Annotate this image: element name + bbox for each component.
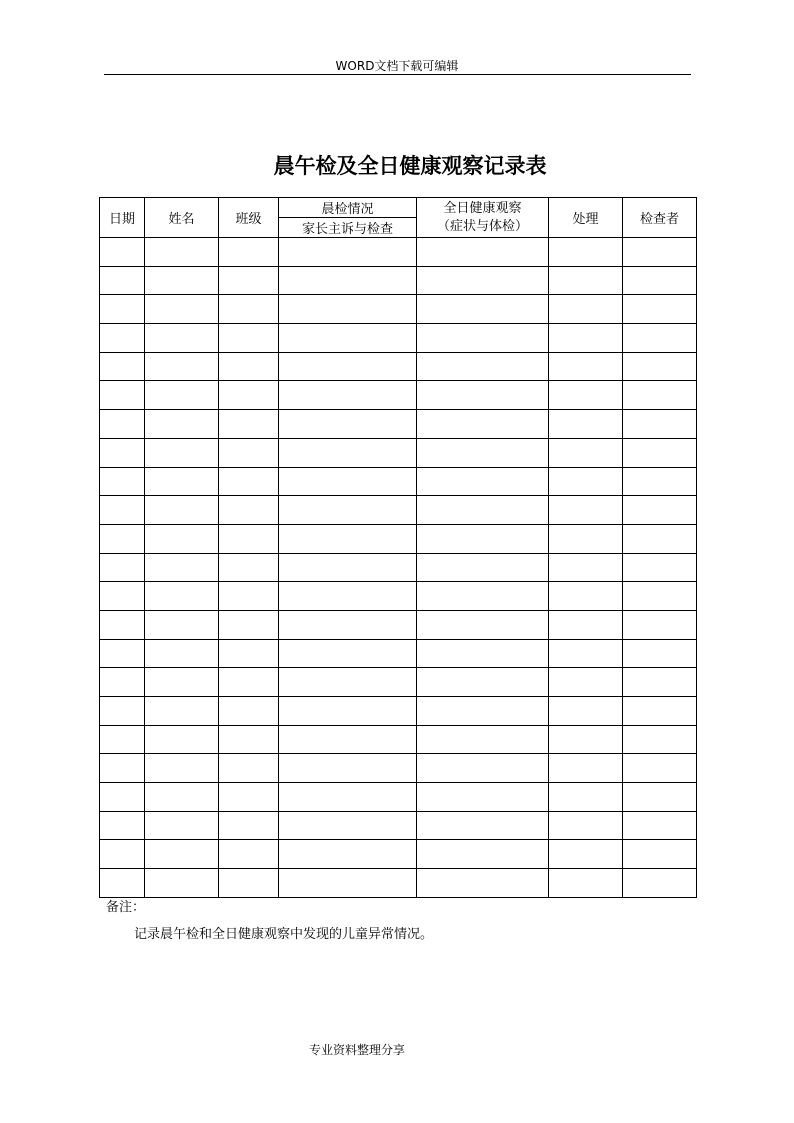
table-cell[interactable] [623,524,697,553]
table-cell[interactable] [549,410,623,439]
header-divider [104,74,691,75]
table-cell[interactable] [219,238,279,267]
table-cell[interactable] [549,783,623,812]
table-cell[interactable] [279,840,417,869]
table-cell[interactable] [623,496,697,525]
table-cell[interactable] [100,352,145,381]
table-cell[interactable] [279,352,417,381]
table-cell[interactable] [100,639,145,668]
table-row [100,668,697,697]
table-row [100,840,697,869]
table-cell[interactable] [145,783,219,812]
table-row [100,783,697,812]
table-cell[interactable] [279,783,417,812]
table-cell[interactable] [417,610,549,639]
table-cell[interactable] [623,610,697,639]
table-cell[interactable] [279,668,417,697]
table-row [100,324,697,353]
column-header-handling: 处理 [549,198,623,238]
table-cell[interactable] [219,840,279,869]
table-cell[interactable] [549,266,623,295]
table-cell[interactable] [279,238,417,267]
table-cell[interactable] [417,869,549,898]
table-cell[interactable] [417,754,549,783]
table-body [100,238,697,898]
table-cell[interactable] [219,438,279,467]
table-cell[interactable] [145,553,219,582]
table-cell[interactable] [100,324,145,353]
table-cell[interactable] [219,668,279,697]
table-cell[interactable] [100,381,145,410]
table-cell[interactable] [145,438,219,467]
table-row [100,438,697,467]
table-cell[interactable] [100,754,145,783]
table-cell[interactable] [145,697,219,726]
table-cell[interactable] [145,639,219,668]
table-cell[interactable] [219,610,279,639]
table-cell[interactable] [417,238,549,267]
table-row [100,496,697,525]
table-cell[interactable] [623,668,697,697]
table-row [100,467,697,496]
table-cell[interactable] [100,524,145,553]
column-header-name: 姓名 [145,198,219,238]
table-cell[interactable] [623,438,697,467]
table-cell[interactable] [417,295,549,324]
table-cell[interactable] [417,467,549,496]
table-cell[interactable] [417,324,549,353]
table-cell[interactable] [100,467,145,496]
table-row [100,610,697,639]
table-cell[interactable] [100,840,145,869]
table-cell[interactable] [145,840,219,869]
table-cell[interactable] [417,553,549,582]
table-cell[interactable] [623,697,697,726]
table-cell[interactable] [279,639,417,668]
table-cell[interactable] [417,840,549,869]
table-cell[interactable] [417,496,549,525]
table-cell[interactable] [279,582,417,611]
table-cell[interactable] [100,697,145,726]
observation-subtitle: （症状与体检） [436,218,528,234]
table-cell[interactable] [145,668,219,697]
column-header-morning-check: 晨检情况 [279,198,417,218]
table-cell[interactable] [549,697,623,726]
table-cell[interactable] [145,496,219,525]
table-cell[interactable] [549,754,623,783]
table-cell[interactable] [145,324,219,353]
table-cell[interactable] [145,582,219,611]
table-cell[interactable] [279,725,417,754]
table-cell[interactable] [279,496,417,525]
table-cell[interactable] [279,524,417,553]
table-row [100,553,697,582]
observation-title: 全日健康观察 [443,200,522,216]
table-row [100,725,697,754]
table-cell[interactable] [279,869,417,898]
table-cell[interactable] [623,467,697,496]
table-cell[interactable] [549,438,623,467]
table-cell[interactable] [417,783,549,812]
table-cell[interactable] [100,238,145,267]
table-row [100,238,697,267]
table-cell[interactable] [417,438,549,467]
table-cell[interactable] [549,840,623,869]
table-cell[interactable] [219,524,279,553]
table-cell[interactable] [549,238,623,267]
table-cell[interactable] [623,295,697,324]
table-cell[interactable] [279,754,417,783]
table-cell[interactable] [219,754,279,783]
table-cell[interactable] [219,467,279,496]
table-cell[interactable] [549,324,623,353]
table-cell[interactable] [623,324,697,353]
table-cell[interactable] [145,811,219,840]
notes-label: 备注： [106,900,146,915]
table-cell[interactable] [100,783,145,812]
table-cell[interactable] [100,668,145,697]
table-cell[interactable] [549,496,623,525]
table-cell[interactable] [549,381,623,410]
page-footer: 专业资料整理分享 [308,1043,405,1057]
table-row [100,295,697,324]
table-cell[interactable] [145,754,219,783]
table-row [100,266,697,295]
table-cell[interactable] [549,668,623,697]
table-cell[interactable] [219,381,279,410]
table-cell[interactable] [145,410,219,439]
table-cell[interactable] [549,352,623,381]
table-cell[interactable] [219,352,279,381]
table-cell[interactable] [145,266,219,295]
table-cell[interactable] [145,238,219,267]
table-row [100,524,697,553]
table-cell[interactable] [623,725,697,754]
table-cell[interactable] [219,783,279,812]
column-header-observation [417,198,549,238]
column-header-morning-check-sub: 家长主诉与检查 [279,218,417,238]
table-cell[interactable] [219,324,279,353]
table-cell[interactable] [623,352,697,381]
column-header-class: 班级 [219,198,279,238]
table-cell[interactable] [219,869,279,898]
table-cell[interactable] [623,840,697,869]
table-cell[interactable] [417,725,549,754]
table-cell[interactable] [549,869,623,898]
table-row [100,410,697,439]
table-cell[interactable] [219,553,279,582]
table-cell[interactable] [279,610,417,639]
table-cell[interactable] [549,610,623,639]
table-cell[interactable] [623,754,697,783]
table-cell[interactable] [549,582,623,611]
table-cell[interactable] [623,238,697,267]
table-cell[interactable] [100,496,145,525]
table-cell[interactable] [145,352,219,381]
table-row [100,869,697,898]
table-cell[interactable] [100,266,145,295]
table-cell[interactable] [100,582,145,611]
table-cell[interactable] [623,410,697,439]
table-cell[interactable] [145,295,219,324]
table-cell[interactable] [219,582,279,611]
table-row [100,811,697,840]
table-cell[interactable] [219,697,279,726]
table-cell[interactable] [417,697,549,726]
table-cell[interactable] [100,610,145,639]
table-cell[interactable] [417,410,549,439]
table-cell[interactable] [279,467,417,496]
table-cell[interactable] [279,811,417,840]
table-cell[interactable] [145,381,219,410]
table-cell[interactable] [100,295,145,324]
table-cell[interactable] [100,725,145,754]
table-cell[interactable] [145,610,219,639]
table-cell[interactable] [279,381,417,410]
table-cell[interactable] [100,553,145,582]
table-cell[interactable] [279,697,417,726]
table-row [100,352,697,381]
table-cell[interactable] [623,869,697,898]
table-cell[interactable] [549,467,623,496]
table-cell[interactable] [549,639,623,668]
document-title: 晨午检及全日健康观察记录表 [273,153,547,178]
table-cell[interactable] [549,524,623,553]
table-cell[interactable] [219,639,279,668]
table-cell[interactable] [417,811,549,840]
table-cell[interactable] [100,410,145,439]
table-cell[interactable] [417,582,549,611]
table-header [100,198,697,238]
table-row [100,639,697,668]
table-cell[interactable] [279,266,417,295]
table-cell[interactable] [219,725,279,754]
table-row [100,582,697,611]
table-cell[interactable] [549,811,623,840]
table-cell[interactable] [279,295,417,324]
table-cell[interactable] [549,725,623,754]
table-cell[interactable] [219,266,279,295]
table-cell[interactable] [219,410,279,439]
table-cell[interactable] [623,381,697,410]
table-cell[interactable] [417,352,549,381]
table-cell[interactable] [100,811,145,840]
table-cell[interactable] [279,324,417,353]
page-header: WORD文档下载可编辑 [335,59,459,73]
table-cell[interactable] [417,668,549,697]
table-row [100,754,697,783]
table-cell[interactable] [417,381,549,410]
table-cell[interactable] [100,869,145,898]
table-cell[interactable] [145,524,219,553]
table-cell[interactable] [623,582,697,611]
table-cell[interactable] [145,869,219,898]
column-header-inspector: 检查者 [623,198,697,238]
table-cell[interactable] [219,295,279,324]
table-cell[interactable] [417,524,549,553]
table-cell[interactable] [100,438,145,467]
table-cell[interactable] [417,639,549,668]
notes-text: 记录晨午检和全日健康观察中发现的儿童异常情况。 [134,927,434,942]
table-cell[interactable] [623,553,697,582]
table-cell[interactable] [145,467,219,496]
table-row [100,697,697,726]
column-header-date: 日期 [100,198,145,238]
table-cell[interactable] [549,295,623,324]
table-cell[interactable] [279,553,417,582]
table-cell[interactable] [219,811,279,840]
table-cell[interactable] [623,783,697,812]
table-cell[interactable] [623,639,697,668]
health-record-table [99,197,697,898]
table-cell[interactable] [279,438,417,467]
table-cell[interactable] [549,553,623,582]
table-cell[interactable] [623,266,697,295]
table-cell[interactable] [219,496,279,525]
table-cell[interactable] [623,811,697,840]
table-cell[interactable] [417,266,549,295]
table-cell[interactable] [279,410,417,439]
table-cell[interactable] [145,725,219,754]
table-row [100,381,697,410]
